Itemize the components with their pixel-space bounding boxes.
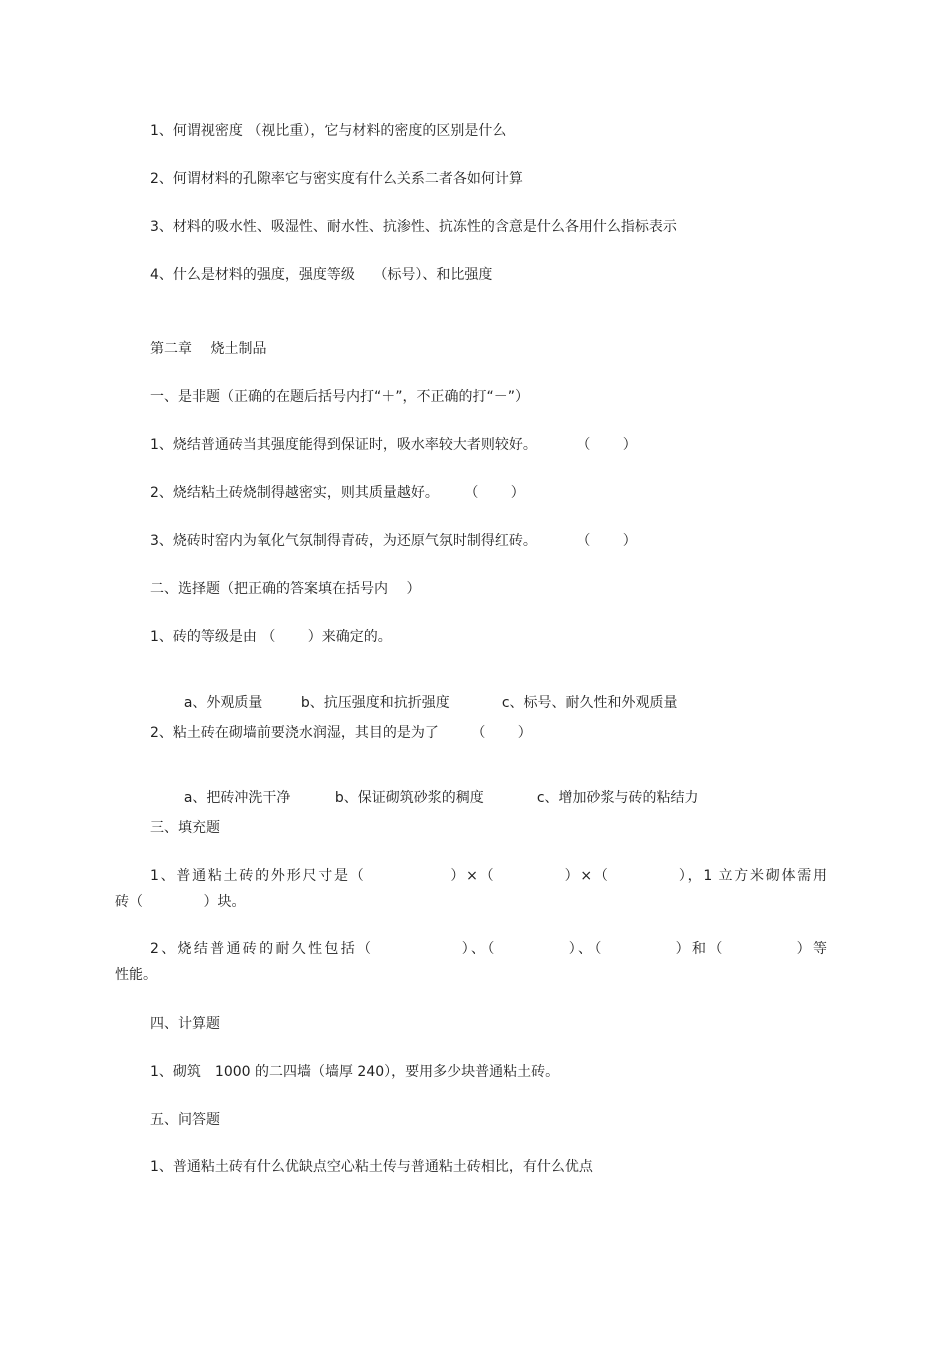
choice-question-2-options: [166, 771, 699, 825]
choice-question-1-options: [166, 676, 678, 730]
fill-question-1: [115, 863, 827, 915]
qa-question-1: 1、普通粘土砖有什么优缺点空心粘土传与普通粘土砖相比，有什么优点: [150, 1159, 593, 1175]
section-calculation-title: 四、计算题: [150, 1016, 220, 1032]
fill-question-1-line-1: 1、普通粘土砖的外形尺寸是（ ）×（ ）×（ ），1 立方米砌体需用: [150, 868, 827, 884]
option-a: a、把砖冲洗干净: [183, 790, 291, 806]
calculation-question-1: 1、砌筑 1000 的二四墙（墙厚 240），要用多少块普通粘土砖。: [150, 1064, 560, 1080]
fill-question-2-line-2: 性能。: [115, 967, 157, 983]
option-b: b、保证砌筑砂浆的稠度: [334, 790, 484, 806]
question-1-1: 1、何谓视密度 （视比重），它与材料的密度的区别是什么: [150, 123, 507, 139]
option-b: b、抗压强度和抗折强度: [300, 695, 450, 711]
option-c: c、标号、耐久性和外观质量: [501, 695, 678, 711]
section-fill-title: 三、填充题: [150, 820, 220, 836]
question-1-2: 2、何谓材料的孔隙率它与密实度有什么关系二者各如何计算: [150, 171, 523, 187]
question-1-3: 3、材料的吸水性、吸湿性、耐水性、抗渗性、抗冻性的含意是什么各用什么指标表示: [150, 219, 677, 235]
chapter-title: 第二章 烧土制品: [150, 341, 267, 357]
section-choice-title: 二、选择题（把正确的答案填在括号内 ）: [150, 581, 421, 597]
fill-question-1-line-2: 砖（ ）块。: [115, 894, 246, 910]
option-a: a、外观质量: [183, 695, 263, 711]
section-qa-title: 五、问答题: [150, 1112, 220, 1128]
fill-question-2-line-1: 2、烧结普通砖的耐久性包括（ ）、（ ）、（ ）和（ ）等: [150, 941, 827, 957]
fill-question-2: [115, 936, 827, 988]
true-false-item-2: 2、烧结粘土砖烧制得越密实，则其质量越好。 （ ）: [150, 485, 525, 501]
choice-question-2: 2、粘土砖在砌墙前要浇水润湿，其目的是为了 （ ）: [150, 725, 532, 741]
choice-question-1: 1、砖的等级是由 （ ）来确定的。: [150, 629, 392, 645]
option-c: c、增加砂浆与砖的粘结力: [536, 790, 699, 806]
true-false-item-1: 1、烧结普通砖当其强度能得到保证时，吸水率较大者则较好。 （ ）: [150, 437, 637, 453]
question-1-4: 4、什么是材料的强度，强度等级 （标号）、和比强度: [150, 267, 493, 283]
true-false-item-3: 3、烧砖时窑内为氧化气氛制得青砖，为还原气氛时制得红砖。 （ ）: [150, 533, 637, 549]
section-true-false-title: 一、是非题（正确的在题后括号内打“＋”，不正确的打“－”）: [150, 389, 530, 405]
